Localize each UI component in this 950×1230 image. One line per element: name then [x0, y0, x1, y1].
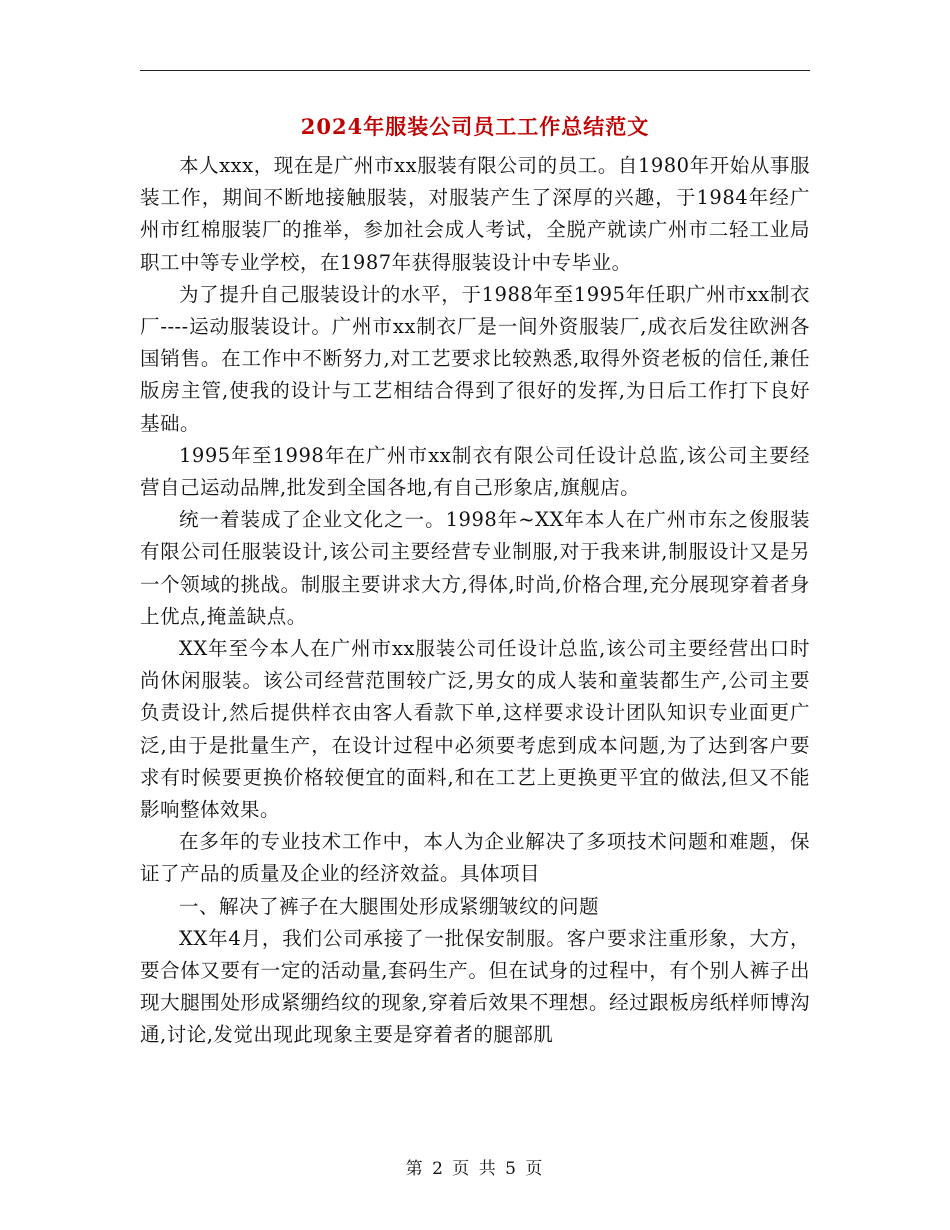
document-title: 2024年服装公司员工工作总结范文	[300, 114, 650, 139]
document-body	[140, 150, 810, 1052]
paragraph-1988-1995: 为了提升自己服装设计的水平，于1988年至1995年任职广州市xx制衣厂----运动服装设计。广州市xx制衣厂是一间外资服装厂,成衣后发往欧洲各国销售。在工作中不断努力,对工艺要求比较熟悉,取得外资老板的信任,兼任版房主管,使我的设计与工艺相结合得到了很好的发挥,为日后工作打下良好基础。	[140, 282, 810, 435]
paragraph-intro: 本人xxx，现在是广州市xx服装有限公司的员工。自1980年开始从事服装工作，期间不断地接触服装，对服装产生了深厚的兴趣，于1984年经广州市红棉服装厂的推举，参加社会成人考试，全脱产就读广州市二轻工业局职工中等专业学校，在1987年获得服装设计中专毕业。	[140, 154, 810, 274]
paragraph-security-uniform: XX年4月，我们公司承接了一批保安制服。客户要求注重形象，大方，要合体又要有一定的活动量,套码生产。但在试身的过程中，有个别人裤子出现大腿围处形成紧绷绉纹的现象,穿着后效果不理想。经过跟板房纸样师博沟通,讨论,发觉出现此现象主要是穿着者的腿部肌	[140, 926, 810, 1047]
paragraph-current-role: XX年至今本人在广州市xx服装公司任设计总监,该公司主要经营出口时尚休闲服装。该公司经营范围较广泛,男女的成人装和童装都生产,公司主要负责设计,然后提供样衣由客人看款下单,这样要求设计团队知识专业面更广泛,由于是批量生产，在设计过程中必须要考虑到成本问题,为了达到客户要求有时候要更换价格较便宜的面料,和在工艺上更换更平宜的做法,但又不能影响整体效果。	[140, 637, 810, 822]
page-number-footer: 第 2 页 共 5 页	[405, 1159, 545, 1179]
header-rule	[140, 70, 810, 71]
section-heading-1: 一、解决了裤子在大腿围处形成紧绷皱纹的问题	[179, 894, 600, 918]
paragraph-1995-1998: 1995年至1998年在广州市xx制衣有限公司任设计总监,该公司主要经营自己运动品牌,批发到全国各地,有自己形象店,旗舰店。	[140, 443, 810, 500]
paragraph-uniform-culture: 统一着装成了企业文化之一。1998年~XX年本人在广州市东之俊服装有限公司任服装设计,该公司主要经营专业制服,对于我来讲,制服设计又是另一个领域的挑战。制服主要讲求大方,得体,时尚,价格合理,充分展现穿着者身上优点,掩盖缺点。	[140, 508, 810, 628]
paragraph-achievements: 在多年的专业技术工作中，本人为企业解决了多项技术问题和难题，保证了产品的质量及企业的经济效益。具体项目	[140, 830, 810, 886]
